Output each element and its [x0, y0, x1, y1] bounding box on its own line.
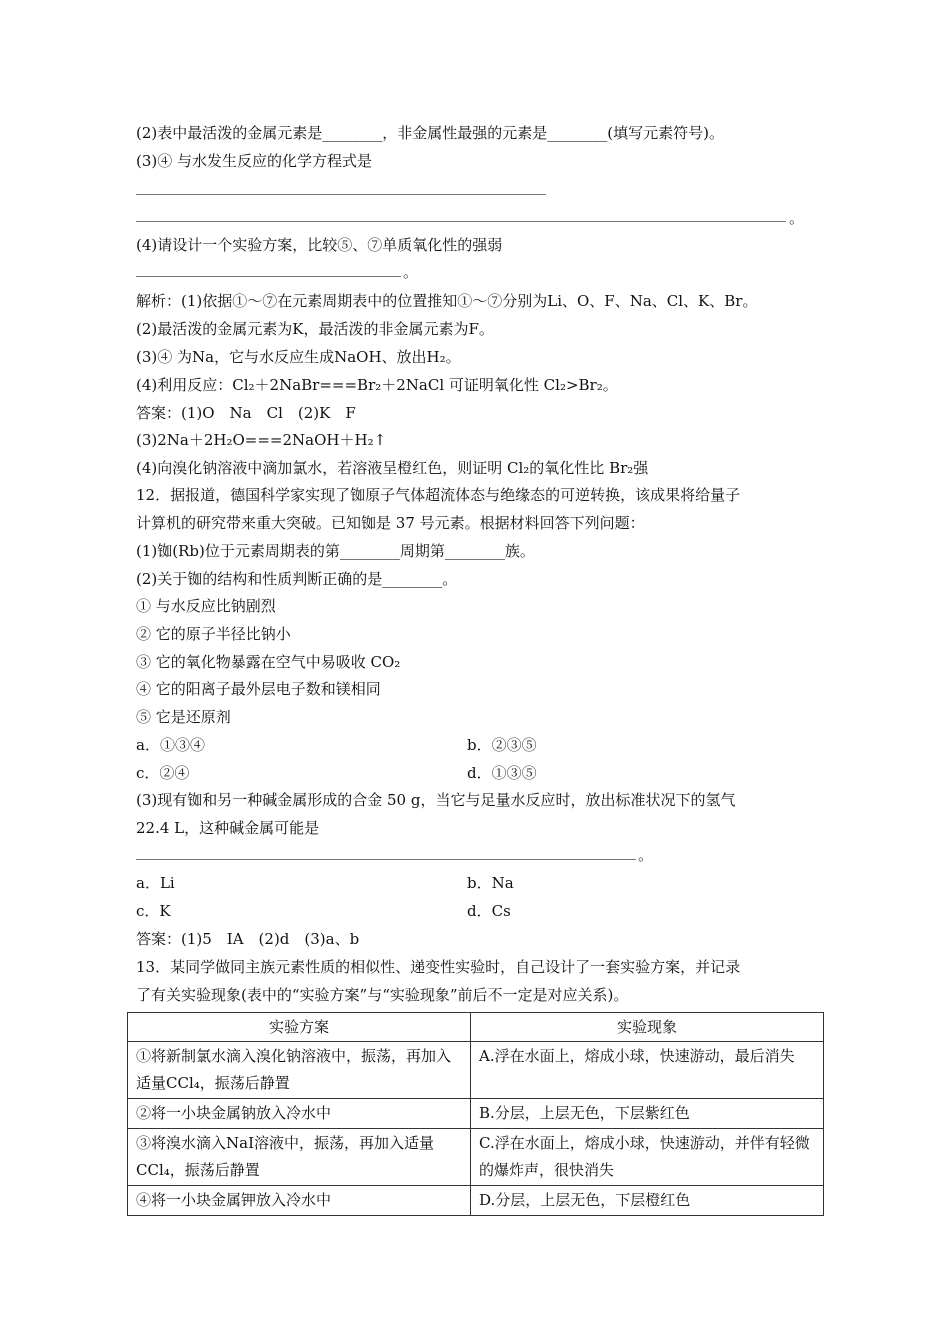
answer-line: 答案：(1)5 ⅠA (2)d (3)a、b — [136, 930, 360, 948]
statement-item: ③ 它的氧化物暴露在空气中易吸收 CO₂ — [136, 653, 401, 671]
answer-blank — [136, 276, 401, 277]
statement-item: ① 与水反应比钠剧烈 — [136, 597, 276, 615]
answer-line: (4)向溴化钠溶液中滴加氯水，若溶液呈橙红色，则证明 Cl₂的氧化性比 Br₂强 — [136, 459, 649, 477]
analysis-line: (2)最活泼的金属元素为K，最活泼的非金属元素为F。 — [136, 320, 494, 338]
statement-item: ② 它的原子半径比钠小 — [136, 625, 291, 643]
answer-blank — [136, 194, 546, 195]
analysis-line: (4)利用反应：Cl₂＋2NaBr===Br₂＋2NaCl 可证明氧化性 Cl₂>Br₂。 — [136, 376, 618, 394]
question-12-text: 12．据报道，德国科学家实现了铷原子气体超流体态与绝缘态的可逆转换，该成果将给量子 — [136, 486, 741, 504]
option-d: d．①③⑤ — [467, 764, 537, 782]
header-phenomenon: 实验现象 — [471, 1013, 824, 1042]
plan-cell: ②将一小块金属钠放入冷水中 — [128, 1099, 471, 1129]
table-header-row — [128, 1013, 824, 1042]
analysis-line: (3)④ 为Na，它与水反应生成NaOH、放出H₂。 — [136, 348, 461, 366]
option-b: b．②③⑤ — [467, 736, 537, 754]
line-q11-3: (3)④ 与水发生反应的化学方程式是 — [136, 152, 373, 170]
question-12-part3: 22.4 L，这种碱金属可能是 — [136, 819, 320, 837]
header-plan: 实验方案 — [128, 1013, 471, 1042]
table-row — [128, 1099, 824, 1129]
question-12-part1: (1)铷(Rb)位于元素周期表的第________周期第________族。 — [136, 542, 535, 560]
phenomenon-cell: D.分层，上层无色，下层橙红色 — [471, 1186, 824, 1216]
answer-blank — [136, 221, 786, 222]
option-c: c．②④ — [136, 764, 190, 782]
option-a: a．①③④ — [136, 736, 205, 754]
option-d: d．Cs — [467, 902, 511, 920]
question-13-text: 了有关实验现象(表中的“实验方案”与“实验现象”前后不一定是对应关系)。 — [136, 986, 629, 1004]
table-row — [128, 1042, 824, 1099]
option-b: b．Na — [467, 874, 514, 892]
phenomenon-cell: B.分层，上层无色，下层紫红色 — [471, 1099, 824, 1129]
answer-line: 答案：(1)O Na Cl (2)K F — [136, 404, 356, 422]
experiment-table — [127, 1012, 824, 1216]
line-q11-2: (2)表中最活泼的金属元素是________，非金属性最强的元素是________(填写元素符号)。 — [136, 124, 724, 142]
question-12-part3: (3)现有铷和另一种碱金属形成的合金 50 g，当它与足量水反应时，放出标准状况下的氢气 — [136, 791, 736, 809]
plan-cell: ①将新制氯水滴入溴化钠溶液中，振荡，再加入适量CCl₄，振荡后静置 — [128, 1042, 471, 1099]
plan-cell: ④将一小块金属钾放入冷水中 — [128, 1186, 471, 1216]
answer-blank — [136, 859, 636, 860]
option-c: c．K — [136, 902, 171, 920]
phenomenon-cell: A.浮在水面上，熔成小球，快速游动，最后消失 — [471, 1042, 824, 1099]
statement-item: ④ 它的阳离子最外层电子数和镁相同 — [136, 680, 381, 698]
question-12-part2: (2)关于铷的结构和性质判断正确的是________。 — [136, 570, 458, 588]
line-q11-4: (4)请设计一个实验方案，比较⑤、⑦单质氧化性的强弱 — [136, 236, 503, 254]
period-mark: 。 — [403, 263, 419, 281]
answer-line: (3)2Na＋2H₂O===2NaOH＋H₂↑ — [136, 431, 387, 449]
table-row — [128, 1186, 824, 1216]
analysis-line: 解析：(1)依据①～⑦在元素周期表中的位置推知①～⑦分别为Li、O、F、Na、Cl、K、Br。 — [136, 292, 758, 310]
option-a: a．Li — [136, 874, 175, 892]
period-mark: 。 — [789, 209, 805, 227]
plan-cell: ③将溴水滴入NaI溶液中，振荡，再加入适量CCl₄，振荡后静置 — [128, 1129, 471, 1186]
phenomenon-cell: C.浮在水面上，熔成小球，快速游动，并伴有轻微的爆炸声，很快消失 — [471, 1129, 824, 1186]
period-mark: 。 — [638, 846, 654, 864]
question-12-text: 计算机的研究带来重大突破。已知铷是 37 号元素。根据材料回答下列问题： — [136, 514, 645, 532]
question-13-text: 13．某同学做同主族元素性质的相似性、递变性实验时，自己设计了一套实验方案，并记录 — [136, 958, 741, 976]
statement-item: ⑤ 它是还原剂 — [136, 708, 231, 726]
table-row — [128, 1129, 824, 1186]
